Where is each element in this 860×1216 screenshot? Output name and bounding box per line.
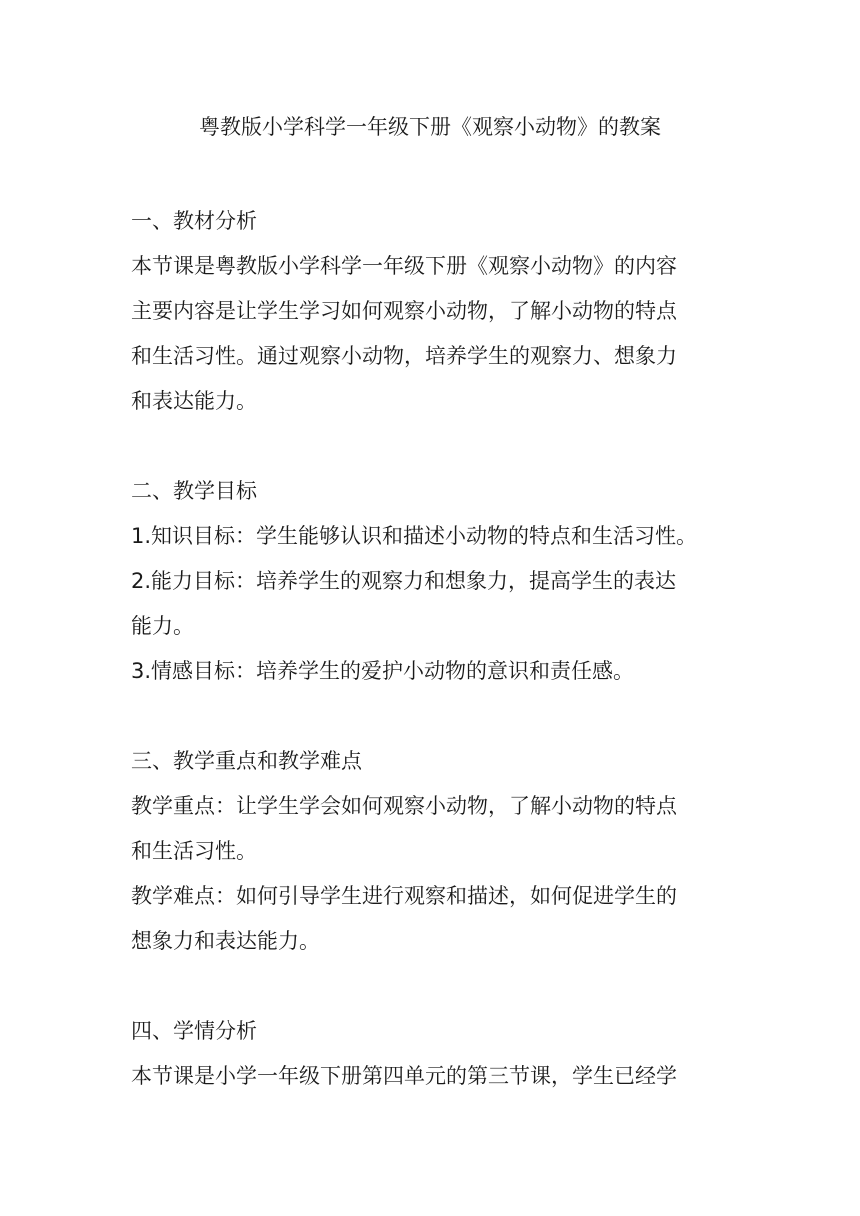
paragraph-line: 3.情感目标：培养学生的爱护小动物的意识和责任感。 — [131, 659, 635, 683]
section-spacer — [131, 694, 731, 739]
paragraph-line: 和生活习性。通过观察小动物，培养学生的观察力、想象力 — [131, 344, 677, 368]
section-heading: 一、教材分析 — [131, 209, 257, 233]
section-spacer — [131, 424, 731, 469]
paragraph-line: 1.知识目标：学生能够认识和描述小动物的特点和生活习性。 — [131, 524, 698, 548]
paragraph-line: 教学难点：如何引导学生进行观察和描述，如何促进学生的 — [131, 884, 677, 908]
paragraph-line: 2.能力目标：培养学生的观察力和想象力，提高学生的表达 — [131, 569, 677, 593]
section-heading: 二、教学目标 — [131, 479, 257, 503]
paragraph-line: 本节课是小学一年级下册第四单元的第三节课，学生已经学 — [131, 1064, 677, 1088]
paragraph-line: 教学重点：让学生学会如何观察小动物，了解小动物的特点 — [131, 794, 677, 818]
document-body — [131, 199, 731, 1099]
paragraph-line: 想象力和表达能力。 — [131, 929, 320, 953]
document-title: 粤教版小学科学一年级下册《观察小动物》的教案 — [199, 115, 661, 139]
paragraph-line: 和生活习性。 — [131, 839, 257, 863]
section-heading: 三、教学重点和教学难点 — [131, 749, 362, 773]
paragraph-line: 主要内容是让学生学习如何观察小动物，了解小动物的特点 — [131, 299, 677, 323]
paragraph-line: 能力。 — [131, 614, 194, 638]
paragraph-line: 本节课是粤教版小学科学一年级下册《观察小动物》的内容 — [131, 254, 677, 278]
section-spacer — [131, 964, 731, 1009]
section-heading: 四、学情分析 — [131, 1019, 257, 1043]
paragraph-line: 和表达能力。 — [131, 389, 257, 413]
